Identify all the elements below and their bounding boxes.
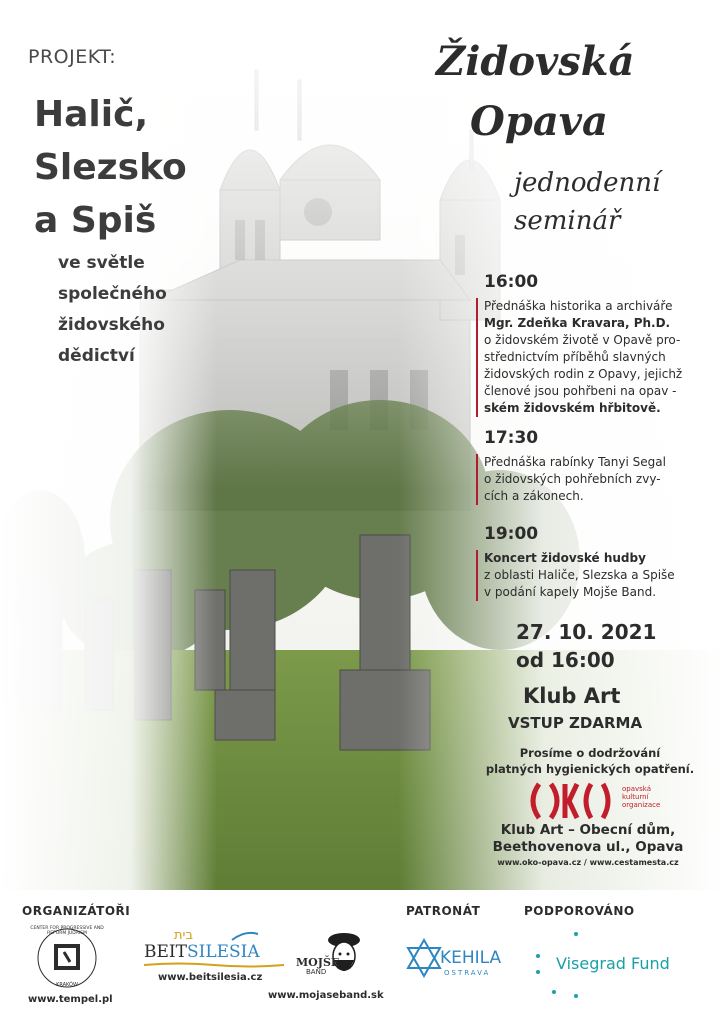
seminar-title-line-2: Opava [470, 98, 608, 145]
visegrad-name: Visegrad Fund [556, 954, 670, 973]
mojse-website[interactable]: www.mojaseband.sk [268, 990, 384, 1001]
venue-name: Klub Art [523, 684, 621, 708]
program-item-3 [476, 550, 716, 601]
program-line: cích a zákonech. [484, 489, 584, 503]
program-line: Přednáška rabínky Tanyi Segal [484, 455, 666, 469]
program-line: židovských rodin z Opavy, jejichž [484, 367, 683, 381]
program-item-2 [476, 454, 716, 505]
silesia-word: SILESIA [186, 942, 260, 962]
tempel-ring-text: CENTER FOR PROGRESSIVE AND REFORM JUDAISM [30, 926, 104, 936]
subtitle-line: společného [58, 284, 167, 304]
kehila-city: OSTRAVA [444, 969, 491, 977]
seminar-subtitle-line-1: jednodenní [514, 168, 661, 198]
mojse-name: MOJŠE [296, 956, 340, 969]
project-title-line: Slezsko [34, 147, 187, 188]
oko-caption-line: opavská [622, 785, 652, 793]
event-date: 27. 10. 2021 [516, 620, 657, 644]
hygiene-line: platných hygienických opatření. [485, 762, 695, 776]
tempel-website[interactable]: www.tempel.pl [28, 994, 113, 1005]
visegrad-fund-logo [524, 924, 704, 1004]
oko-logo [525, 780, 615, 822]
program-line: o židovských pohřebních zvy- [484, 472, 661, 486]
oko-caption [622, 785, 660, 809]
organizers-label: ORGANIZÁTOŘI [22, 904, 131, 918]
projekt-label: PROJEKT: [28, 46, 117, 68]
entry-free: VSTUP ZDARMA [508, 714, 643, 732]
program-time-2: 17:30 [484, 428, 539, 448]
oko-caption-line: organizace [622, 801, 661, 809]
program-time-1: 16:00 [484, 272, 539, 292]
program-line: v podání kapely Mojše Band. [484, 585, 657, 599]
program-line: o židovském životě v Opavě pro- [484, 333, 681, 347]
subtitle-line: ve světle [58, 253, 145, 273]
program-line: z oblasti Haliče, Slezska a Spiše [484, 568, 675, 582]
event-website[interactable]: www.oko-opava.cz / www.cestamesta.cz [497, 858, 679, 867]
hygiene-line: Prosíme o dodržování [519, 746, 661, 760]
event-date-block [516, 618, 656, 674]
address-line: Beethovenova ul., Opava [492, 839, 684, 855]
tempel-logo [24, 926, 110, 990]
program-time-3: 19:00 [484, 524, 539, 544]
seminar-subtitle-line-2: seminář [514, 206, 621, 236]
oko-caption-line: kulturní [622, 793, 649, 801]
hygiene-notice [476, 745, 704, 777]
beit-silesia-logo [144, 928, 284, 968]
program-line: Mgr. Zdeňka Kravara, Ph.D. [484, 316, 671, 330]
mojse-band-logo [296, 930, 366, 982]
beit-hebrew: בית [174, 928, 193, 943]
beit-website[interactable]: www.beitsilesia.cz [158, 972, 263, 983]
program-line: Koncert židovské hudby [484, 551, 646, 565]
patronage-label: PATRONÁT [406, 904, 481, 918]
program-item-1 [476, 298, 716, 417]
kehila-name: KEHILA [440, 948, 502, 968]
beit-wordmark [144, 942, 260, 962]
event-start: od 16:00 [516, 648, 615, 672]
program-line: ském židovském hřbitově. [484, 401, 661, 415]
program-line: členové jsou pohřbeni na opav - [484, 384, 677, 398]
seminar-title-line-1: Židovská [436, 38, 635, 85]
kehila-ostrava-logo [404, 936, 500, 982]
program-line: Přednáška historika a archiváře [484, 299, 673, 313]
subtitle-line: dědictví [58, 346, 135, 366]
supported-label: PODPOROVÁNO [524, 904, 635, 918]
address-line: Klub Art – Obecní dům, [500, 822, 676, 838]
tempel-city: KRAKÓW [56, 982, 78, 988]
project-subtitle [58, 248, 167, 372]
venue-address [488, 822, 688, 856]
program-line: střednictvím příběhů slavných [484, 350, 666, 364]
mojse-band-word: BAND [306, 968, 327, 976]
subtitle-line: židovského [58, 315, 165, 335]
beit-word: BEIT [144, 942, 187, 962]
project-title-line: a Spiš [34, 200, 157, 241]
project-title [34, 88, 187, 247]
project-title-line: Halič, [34, 94, 149, 135]
